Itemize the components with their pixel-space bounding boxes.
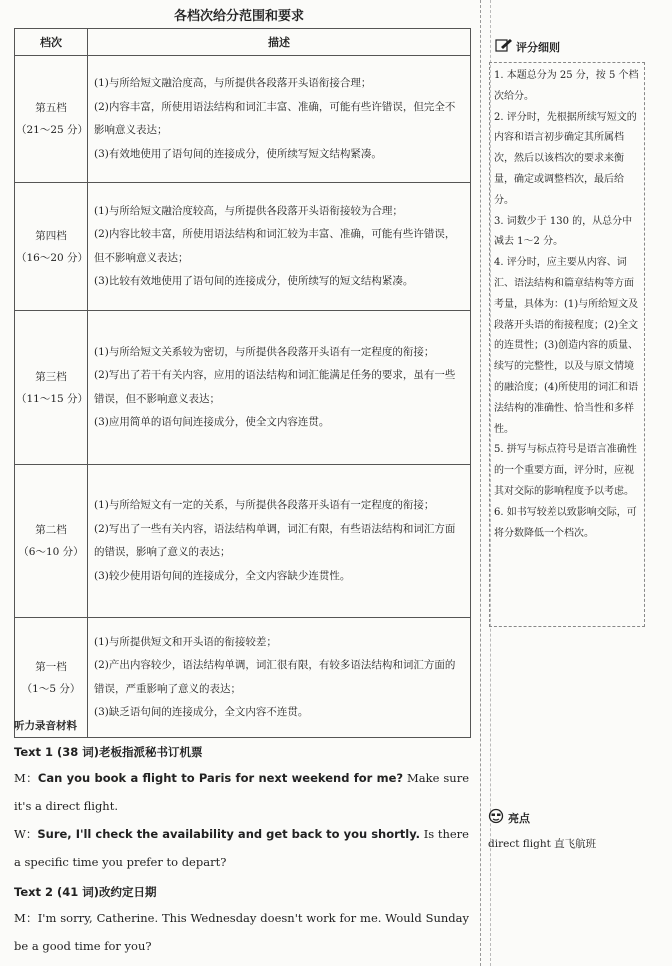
level-range: （16～20 分）	[16, 251, 89, 264]
description-cell	[88, 183, 471, 311]
level-cell	[15, 311, 88, 465]
description-cell	[88, 618, 471, 738]
margin-divider	[480, 0, 481, 966]
grading-table	[14, 28, 471, 738]
description-cell	[88, 311, 471, 465]
criterion: (2)内容丰富，所使用语法结构和词汇丰富、准确，可能有些许错误，但完全不影响意义表达；	[94, 100, 456, 136]
rule-item: 4. 评分时，应主要从内容、词汇、语法结构和篇章结构等方面考量，具体为：(1)与所给短文及段落开头语的衔接程度；(2)全文的连贯性；(3)创造内容的质量、续写的完整性，以及与原文情境的融洽度；(4)所使用的词汇和语法结构的准确性、恰当性和多样性。	[494, 257, 639, 435]
dialogue-text: Make sure it's a direct flight.	[14, 771, 470, 813]
criterion: (1)与所提供短文和开头语的衔接较差；	[94, 635, 277, 648]
level-range: （1～5 分）	[21, 682, 81, 695]
description-cell	[88, 56, 471, 183]
speaker-label: W：	[14, 827, 38, 841]
scoring-rules-box	[489, 62, 645, 627]
header-description: 描述	[88, 29, 471, 56]
table-row	[15, 618, 471, 738]
rule-item: 2. 评分时，先根据所续写短文的内容和语言初步确定其所属档次，然后以该档次的要求来衡量，确定或调整档次，最后给分。	[494, 111, 637, 206]
criterion: (3)有效地使用了语句间的连接成分，使所续写短文结构紧凑。	[94, 147, 382, 160]
level-name: 第三档	[35, 370, 67, 383]
criterion: (2)产出内容较少，语法结构单调，词汇很有限，有较多语法结构和词汇方面的错误，严重影响了意义的表达；	[94, 659, 456, 695]
criterion: (3)比较有效地使用了语句间的连接成分，使所续写的短文结构紧凑。	[94, 275, 414, 287]
table-row	[15, 465, 471, 618]
highlight-heading	[488, 808, 530, 827]
text1-dialogue	[14, 764, 469, 820]
criterion: (2)写出了若干有关内容，应用的语法结构和词汇能满足任务的要求，虽有一些错误，但不影响意义表达；	[94, 369, 456, 405]
level-cell	[15, 56, 88, 183]
table-row	[15, 311, 471, 465]
table-header-row	[15, 29, 471, 56]
level-range: （6～10 分）	[18, 546, 84, 558]
level-range: （11～15 分）	[16, 392, 89, 405]
key-sentence: Sure, I'll check the availability and get back to you shortly.	[37, 827, 421, 841]
notes-heading-label: 评分细则	[516, 40, 560, 54]
level-cell	[15, 183, 88, 311]
rule-item: 1. 本题总分为 25 分，按 5 个档次给分。	[494, 70, 639, 102]
speaker-label: M：	[14, 911, 38, 925]
dialogue-text: I'm sorry, Catherine. This Wednesday doesn't work for me. Would Sunday be a good time for you?	[14, 911, 470, 953]
criterion: (2)写出了一些有关内容，语法结构单调，词汇有限，有些语法结构和词汇方面的错误，影响了意义的表达；	[94, 522, 456, 558]
face-icon	[488, 808, 504, 827]
notes-heading	[495, 38, 560, 55]
page-title: 各档次给分范围和要求	[173, 9, 304, 24]
table-row	[15, 183, 471, 311]
rule-item: 5. 拼写与标点符号是语言准确性的一个重要方面，评分时，应视其对交际的影响程度予以考虑。	[494, 444, 637, 497]
text2-dialogue	[14, 904, 469, 960]
key-sentence: Can you book a flight to Paris for next weekend for me?	[37, 771, 404, 785]
highlight-text: direct flight 直飞航班	[488, 838, 597, 850]
listening-heading: 听力录音材料	[14, 720, 77, 732]
criterion: (1)与所给短文有一定的关系，与所提供各段落开头语有一定程度的衔接；	[94, 499, 435, 511]
description-cell	[88, 465, 471, 618]
criterion: (2)内容比较丰富，所使用语法结构和词汇较为丰富、准确，可能有些许错误，但不影响意义表达；	[94, 228, 456, 264]
criterion: (3)缺乏语句间的连接成分，全文内容不连贯。	[94, 706, 309, 718]
level-cell	[15, 465, 88, 618]
criterion: (1)与所给短文融洽度高，与所提供各段落开头语衔接合理；	[94, 77, 372, 89]
speaker-label: M：	[14, 771, 38, 785]
pencil-note-icon	[495, 38, 513, 55]
criterion: (3)应用简单的语句间连接成分，使全文内容连贯。	[94, 416, 330, 428]
criterion: (1)与所给短文关系较为密切，与所提供各段落开头语有一定程度的衔接；	[94, 345, 435, 358]
dialogue-text: Is there a specific time you prefer to depart?	[14, 827, 469, 869]
criterion: (1)与所给短文融洽度较高，与所提供各段落开头语衔接较为合理；	[94, 204, 403, 217]
level-name: 第五档	[35, 102, 67, 114]
text1-title: Text 1 (38 词)老板指派秘书订机票	[14, 745, 203, 759]
text1-dialogue-reply	[14, 820, 469, 876]
criterion: (3)较少使用语句间的连接成分，全文内容缺少连贯性。	[94, 569, 351, 582]
text2-title: Text 2 (41 词)改约定日期	[14, 885, 157, 899]
rule-item: 3. 词数少于 130 的，从总分中减去 1～2 分。	[494, 215, 633, 248]
level-range: （21～25 分）	[16, 124, 89, 136]
table-row	[15, 56, 471, 183]
level-name: 第一档	[35, 660, 67, 673]
highlight-heading-label: 亮点	[508, 811, 530, 825]
rule-item: 6. 如书写较差以致影响交际，可将分数降低一个档次。	[494, 506, 637, 539]
header-level: 档次	[15, 29, 88, 56]
level-name: 第四档	[35, 229, 67, 242]
level-name: 第二档	[35, 524, 67, 536]
